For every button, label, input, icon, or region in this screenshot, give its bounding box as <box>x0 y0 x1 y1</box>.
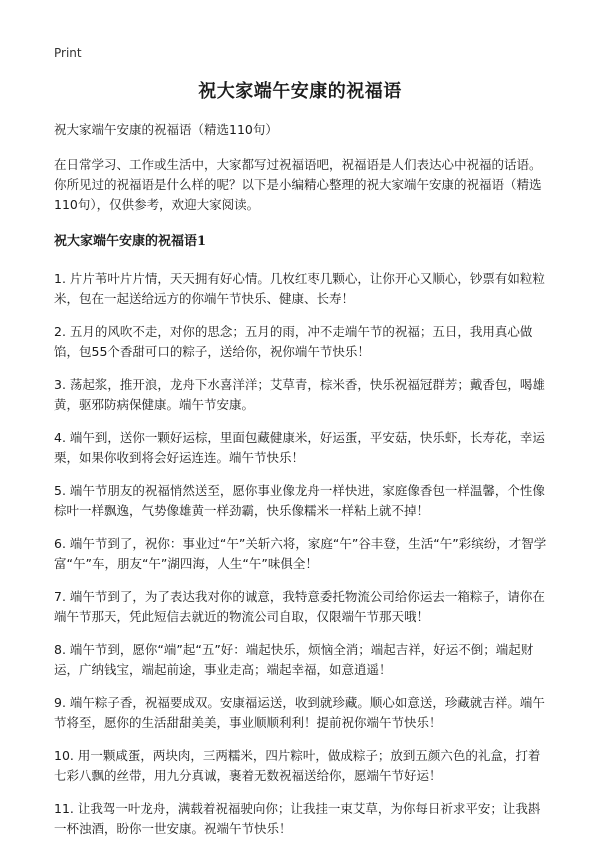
article-body <box>54 120 550 852</box>
page-title: 祝大家端午安康的祝福语 <box>198 81 402 102</box>
blessing-item: 2. 五月的风吹不走，对你的思念；五月的雨，冲不走端午节的祝福；五日，我用真心做馅，包55个香甜可口的粽子，送给你，祝你端午节快乐！ <box>54 324 533 359</box>
intro-paragraph: 在日常学习、工作或生活中，大家都写过祝福语吧，祝福语是人们表达心中祝福的话语。你所见过的祝福语是什么样的呢？以下是小编精心整理的祝大家端午安康的祝福语（精选110句），仅供参考，欢迎大家阅读。 <box>54 157 542 212</box>
blessing-item: 11. 让我驾一叶龙舟，满载着祝福驶向你；让我挂一束艾草，为你每日祈求平安；让我斟一杯浊酒，盼你一世安康。祝端午节快乐！ <box>54 801 541 836</box>
print-link[interactable]: Print <box>54 46 82 60</box>
blessing-item: 3. 荡起浆，推开浪，龙舟下水喜洋洋；艾草青，棕米香，快乐祝福冠群芳；戴香包，喝雄黄，驱邪防病保健康。端午节安康。 <box>54 377 545 412</box>
blessing-item: 1. 片片苇叶片片情，天天拥有好心情。几枚红枣几颗心，让你开心又顺心，钞票有如粒粒米，包在一起送给远方的你端午节快乐、健康、长寿！ <box>54 271 545 306</box>
blessing-item: 5. 端午节朋友的祝福悄然送至，愿你事业像龙舟一样快进，家庭像香包一样温馨，个性像棕叶一样飘逸，气势像雄黄一样劲霸，快乐像糯米一样粘上就不掉！ <box>54 483 545 518</box>
section-heading: 祝大家端午安康的祝福语1 <box>54 234 207 249</box>
blessing-item: 8. 端午节到，愿你“端”起“五”好：端起快乐，烦恼全消；端起吉祥，好运不倒；端起财运，广纳钱宝，端起前途，事业走高；端起幸福，如意逍遥！ <box>54 642 534 677</box>
blessing-item: 9. 端午粽子香，祝福要成双。安康福运送，收到就珍藏。顺心如意送，珍藏就吉祥。端午节将至，愿你的生活甜甜美美，事业顺顺利利！提前祝你端午节快乐！ <box>54 695 545 730</box>
blessing-item: 4. 端午到，送你一颗好运棕，里面包藏健康米，好运蛋，平安菇，快乐虾，长寿花，幸运栗，如果你收到将会好运连连。端午节快乐！ <box>54 430 545 465</box>
article-subtitle: 祝大家端午安康的祝福语（精选110句） <box>54 122 278 137</box>
blessing-item: 10. 用一颗咸蛋，两块肉，三两糯米，四片粽叶，做成粽子；放到五颜六色的礼盒，打着七彩八飘的丝带，用九分真诚，裹着无数祝福送给你，愿端午节好运！ <box>54 748 541 783</box>
blessing-item: 6. 端午节到了，祝你：事业过“午”关斩六将，家庭“午”谷丰登，生活“午”彩缤纷，才智学富“午”车，朋友“午”湖四海，人生“午”味俱全！ <box>54 536 547 571</box>
blessing-item: 7. 端午节到了，为了表达我对你的诚意，我特意委托物流公司给你运去一箱粽子，请你在端午节那天，凭此短信去就近的物流公司自取，仅限端午节那天哦！ <box>54 589 545 624</box>
